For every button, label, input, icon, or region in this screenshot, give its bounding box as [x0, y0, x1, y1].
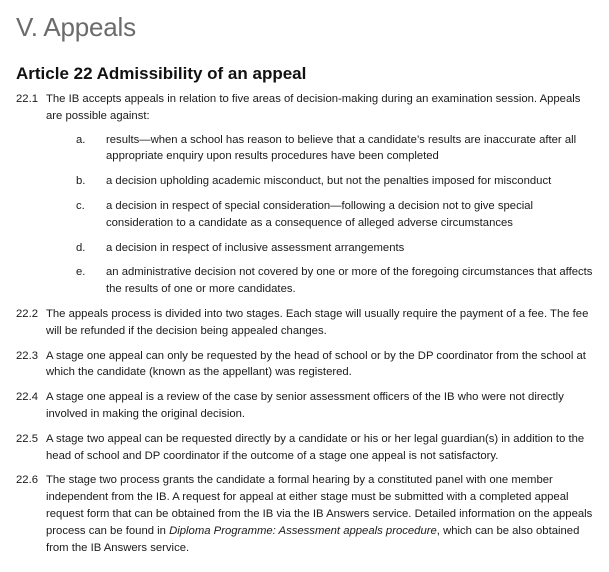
sub-letter: a. — [76, 133, 86, 146]
sub-text: results—when a school has reason to believe that a candidate’s results are inaccurate after all appropriate enquiry upon results procedures have been completed — [106, 133, 577, 163]
clause-text: The appeals process is divided into two stages. Each stage will usually require the payment of a fee. The fee will be refunded if the decision being appealed changes. — [46, 307, 589, 337]
sub-letter: c. — [76, 199, 85, 212]
article-title: Article 22 Admissibility of an appeal — [16, 64, 307, 83]
sub-item-d — [46, 240, 594, 257]
clause-text: A stage one appeal can only be requested by the head of school or by the DP coordinator from the school at which the candidate (known as the appellant) was registered. — [46, 349, 586, 379]
sub-text: a decision upholding academic misconduct, but not the penalties imposed for misconduct — [106, 175, 552, 188]
clause-text — [46, 472, 594, 556]
clause-22-6 — [16, 472, 594, 556]
sub-letter: e. — [76, 266, 86, 279]
sub-letter: b. — [76, 175, 86, 188]
clause-number: 22.4 — [16, 391, 38, 404]
sub-text: an administrative decision not covered by one or more of the foregoing circumstances that affects the results of one or more candidates. — [106, 266, 593, 296]
clause-22-1 — [16, 91, 594, 306]
clause-number: 22.5 — [16, 432, 38, 445]
sub-text: a decision in respect of special consideration—following a decision not to give special consideration to a candidate as a consequence of alleged adverse circumstances — [106, 199, 534, 229]
article-body — [16, 91, 594, 564]
section-title: V. Appeals — [16, 12, 136, 42]
clause-number: 22.6 — [16, 474, 38, 487]
sub-text: a decision in respect of inclusive assessment arrangements — [106, 241, 405, 254]
sub-letter: d. — [76, 241, 86, 254]
clause-22-5 — [16, 431, 594, 465]
sub-item-e — [46, 264, 594, 298]
clause-number: 22.1 — [16, 93, 38, 105]
publication-title: Diploma Programme: Assessment appeals procedure — [169, 524, 437, 537]
sub-item-c — [46, 198, 594, 232]
sub-item-a — [46, 132, 594, 166]
clause-text-part: , which can be also obtained from the IB Answers service. — [46, 524, 580, 554]
clause-22-2 — [16, 306, 594, 340]
clause-text-part: The stage two process grants the candidate a formal hearing by a constituted panel with one member independent from the IB. A request for appeal at either stage must be submitted with a completed appeal request form that can be obtained from the IB via the IB Answers service. Detailed information on the appeals process can be found in — [46, 474, 593, 537]
clause-22-4 — [16, 389, 594, 423]
clause-number: 22.2 — [16, 307, 38, 320]
clause-text: A stage two appeal can be requested directly by a candidate or his or her legal guardian(s) in addition to the head of school and DP coordinator if the outcome of a stage one appeal is not satisfactory. — [46, 432, 585, 462]
clause-text: The IB accepts appeals in relation to five areas of decision-making during an examination session. Appeals are possible against: — [46, 93, 581, 122]
sub-list — [46, 132, 594, 298]
sub-item-b — [46, 173, 594, 190]
clause-text: A stage one appeal is a review of the case by senior assessment officers of the IB who were not directly involved in making the original decision. — [46, 391, 564, 420]
clause-number: 22.3 — [16, 349, 38, 362]
clause-22-3 — [16, 348, 594, 382]
